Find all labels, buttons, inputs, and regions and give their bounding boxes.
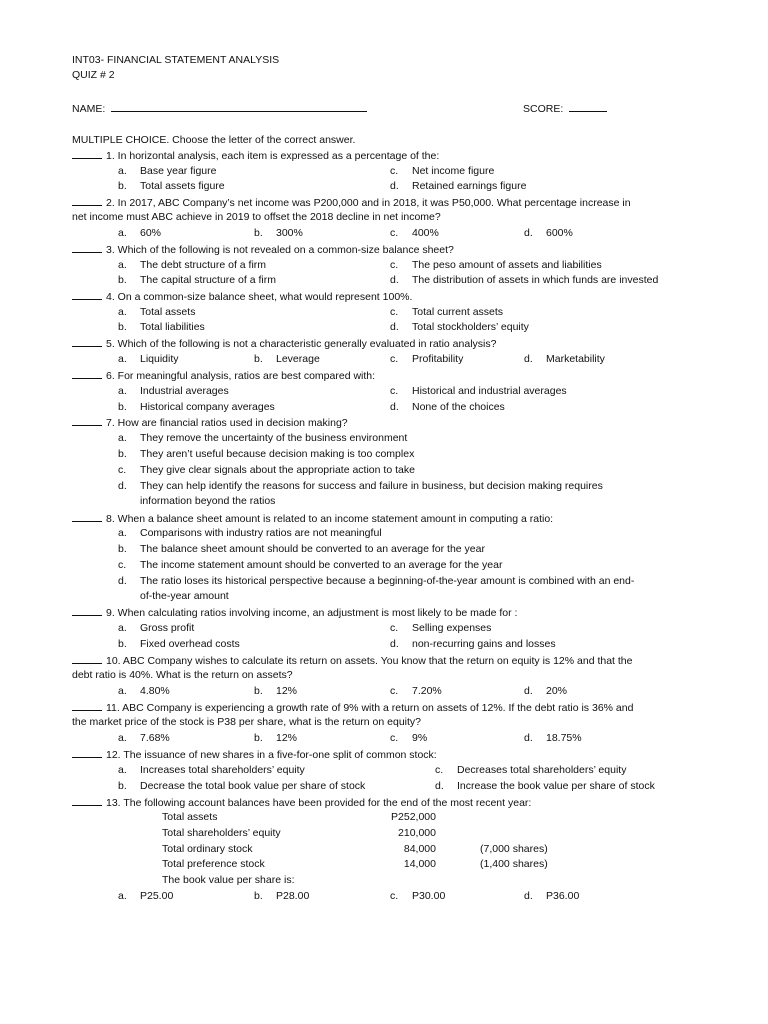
question-stem: 10. ABC Company wishes to calculate its return on assets. You know that the return on equity is 12% and that the: [106, 655, 633, 667]
account-label: Total shareholders’ equity: [162, 827, 281, 839]
choice-c: c. 7.20%: [390, 685, 442, 697]
answer-blank[interactable]: [72, 511, 102, 522]
question-stem: 11. ABC Company is experiencing a growth rate of 9% with a return on assets of 12%. If the debt ratio is 36% and: [106, 702, 634, 714]
question-stem: 8. When a balance sheet amount is related to an income statement amount in computing a ratio:: [106, 513, 554, 525]
account-amount: 14,000: [403, 858, 436, 870]
name-line: [111, 101, 367, 112]
choice-c: c. Selling expenses: [390, 622, 492, 634]
choice-c: c. 400%: [390, 227, 439, 239]
quiz-number: QUIZ # 2: [72, 69, 115, 81]
answer-blank[interactable]: [72, 653, 102, 664]
question-6: [72, 368, 375, 383]
question-11: [72, 700, 633, 715]
name-field[interactable]: [72, 101, 367, 116]
question-11-cont: the market price of the stock is P38 per share, what is the return on equity?: [72, 716, 422, 728]
score-line: [569, 101, 607, 112]
answer-blank[interactable]: [72, 368, 102, 379]
question-2: [72, 195, 631, 210]
question-8: [72, 511, 553, 526]
account-label: Total ordinary stock: [162, 843, 253, 855]
choice-a: a. 60%: [118, 227, 162, 239]
choice-c: c. Historical and industrial averages: [390, 385, 567, 397]
choice-d: d. non-recurring gains and losses: [390, 638, 556, 650]
choice-d: d. The ratio loses its historical perspective because a beginning-of-the-year amount is combined with an end-: [118, 575, 635, 587]
answer-blank[interactable]: [72, 700, 102, 711]
question-12: [72, 747, 437, 762]
choice-d: d. 18.75%: [524, 732, 582, 744]
choice-a: a. Gross profit: [118, 622, 195, 634]
answer-blank[interactable]: [72, 289, 102, 300]
question-stem: 6. For meaningful analysis, ratios are best compared with:: [106, 370, 376, 382]
choice-b: b. P28.00: [254, 890, 310, 902]
choice-a: a. Total assets: [118, 306, 196, 318]
question-1: [72, 148, 439, 163]
score-label: SCORE:: [523, 103, 564, 115]
choice-c: c. Net income figure: [390, 165, 495, 177]
question-4: [72, 289, 412, 304]
choice-b: b. 300%: [254, 227, 303, 239]
name-label: NAME:: [72, 103, 106, 115]
question-3: [72, 242, 454, 257]
choice-b: b. 12%: [254, 685, 298, 697]
account-note: (7,000 shares): [480, 843, 548, 855]
choice-c: c. The income statement amount should be converted to an average for the year: [118, 559, 503, 571]
choice-d: d. 600%: [524, 227, 573, 239]
choice-b: b. Historical company averages: [118, 401, 275, 413]
course-title: INT03- FINANCIAL STATEMENT ANALYSIS: [72, 54, 280, 66]
choice-a: a. Comparisons with industry ratios are not meaningful: [118, 527, 382, 539]
question-stem: 4. On a common-size balance sheet, what would represent 100%.: [106, 291, 413, 303]
choice-c: c. P30.00: [390, 890, 446, 902]
account-amount: 210,000: [398, 827, 436, 839]
answer-blank[interactable]: [72, 195, 102, 206]
choice-a: a. Increases total shareholders’ equity: [118, 764, 305, 776]
choice-c: c. Decreases total shareholders’ equity: [435, 764, 627, 776]
choice-d: d. P36.00: [524, 890, 580, 902]
choice-d-cont: of-the-year amount: [140, 590, 229, 602]
choice-b: b. Total assets figure: [118, 180, 225, 192]
choice-b: b. Fixed overhead costs: [118, 638, 240, 650]
choice-a: a. Base year figure: [118, 165, 217, 177]
answer-blank[interactable]: [72, 415, 102, 426]
question-stem: 13. The following account balances have been provided for the end of the most recent year:: [106, 797, 532, 809]
question-stem: 2. In 2017, ABC Company’s net income was P200,000 and in 2018, it was P50,000. What percentage increase in: [106, 197, 631, 209]
choice-b: b. Decrease the total book value per share of stock: [118, 780, 366, 792]
question-7: [72, 415, 348, 430]
choice-a: a. Industrial averages: [118, 385, 229, 397]
answer-blank[interactable]: [72, 747, 102, 758]
question-stem: 1. In horizontal analysis, each item is expressed as a percentage of the:: [106, 150, 440, 162]
question-10-cont: debt ratio is 40%. What is the return on assets?: [72, 669, 293, 681]
question-stem: 5. Which of the following is not a characteristic generally evaluated in ratio analysis?: [106, 338, 497, 350]
question-13-prompt: The book value per share is:: [162, 874, 295, 886]
score-field[interactable]: [523, 101, 607, 116]
answer-blank[interactable]: [72, 795, 102, 806]
answer-blank[interactable]: [72, 242, 102, 253]
choice-d: d. Retained earnings figure: [390, 180, 527, 192]
choice-d: d. They can help identify the reasons for success and failure in business, but decision making requires: [118, 480, 603, 492]
account-amount: 84,000: [403, 843, 436, 855]
choice-a: a. 7.68%: [118, 732, 170, 744]
question-10: [72, 653, 632, 668]
choice-b: b. Leverage: [254, 353, 320, 365]
choice-a: a. They remove the uncertainty of the business environment: [118, 432, 408, 444]
question-stem: 7. How are financial ratios used in decision making?: [106, 417, 348, 429]
question-stem: 9. When calculating ratios involving income, an adjustment is most likely to be made for :: [106, 607, 518, 619]
instructions: MULTIPLE CHOICE. Choose the letter of the correct answer.: [72, 134, 356, 146]
choice-d: d. The distribution of assets in which funds are invested: [390, 274, 659, 286]
choice-b: b. Total liabilities: [118, 321, 205, 333]
choice-b: b. 12%: [254, 732, 298, 744]
question-9: [72, 605, 517, 620]
answer-blank[interactable]: [72, 605, 102, 616]
account-label: Total assets: [162, 811, 218, 823]
choice-a: a. Liquidity: [118, 353, 179, 365]
question-2-cont: net income must ABC achieve in 2019 to offset the 2018 decline in net income?: [72, 211, 441, 223]
answer-blank[interactable]: [72, 148, 102, 159]
choice-d: d. Increase the book value per share of stock: [435, 780, 655, 792]
answer-blank[interactable]: [72, 336, 102, 347]
account-amount: P252,000: [391, 811, 436, 823]
choice-d: d. None of the choices: [390, 401, 505, 413]
choice-c: c. They give clear signals about the appropriate action to take: [118, 464, 415, 476]
question-stem: 3. Which of the following is not revealed on a common-size balance sheet?: [106, 244, 454, 256]
choice-c: c. 9%: [390, 732, 428, 744]
choice-c: c. The peso amount of assets and liabilities: [390, 259, 602, 271]
choice-b: b. The balance sheet amount should be converted to an average for the year: [118, 543, 485, 555]
choice-d: d. 20%: [524, 685, 568, 697]
choice-a: a. The debt structure of a firm: [118, 259, 267, 271]
account-note: (1,400 shares): [480, 858, 548, 870]
choice-c: c. Total current assets: [390, 306, 504, 318]
choice-d: d. Total stockholders’ equity: [390, 321, 529, 333]
account-label: Total preference stock: [162, 858, 265, 870]
choice-b: b. The capital structure of a firm: [118, 274, 276, 286]
choice-b: b. They aren’t useful because decision making is too complex: [118, 448, 415, 460]
choice-d-cont: information beyond the ratios: [140, 495, 276, 507]
question-5: [72, 336, 496, 351]
question-13: [72, 795, 531, 810]
question-stem: 12. The issuance of new shares in a five-for-one split of common stock:: [106, 749, 437, 761]
choice-c: c. Profitability: [390, 353, 464, 365]
choice-d: d. Marketability: [524, 353, 605, 365]
choice-a: a. 4.80%: [118, 685, 170, 697]
choice-a: a. P25.00: [118, 890, 174, 902]
